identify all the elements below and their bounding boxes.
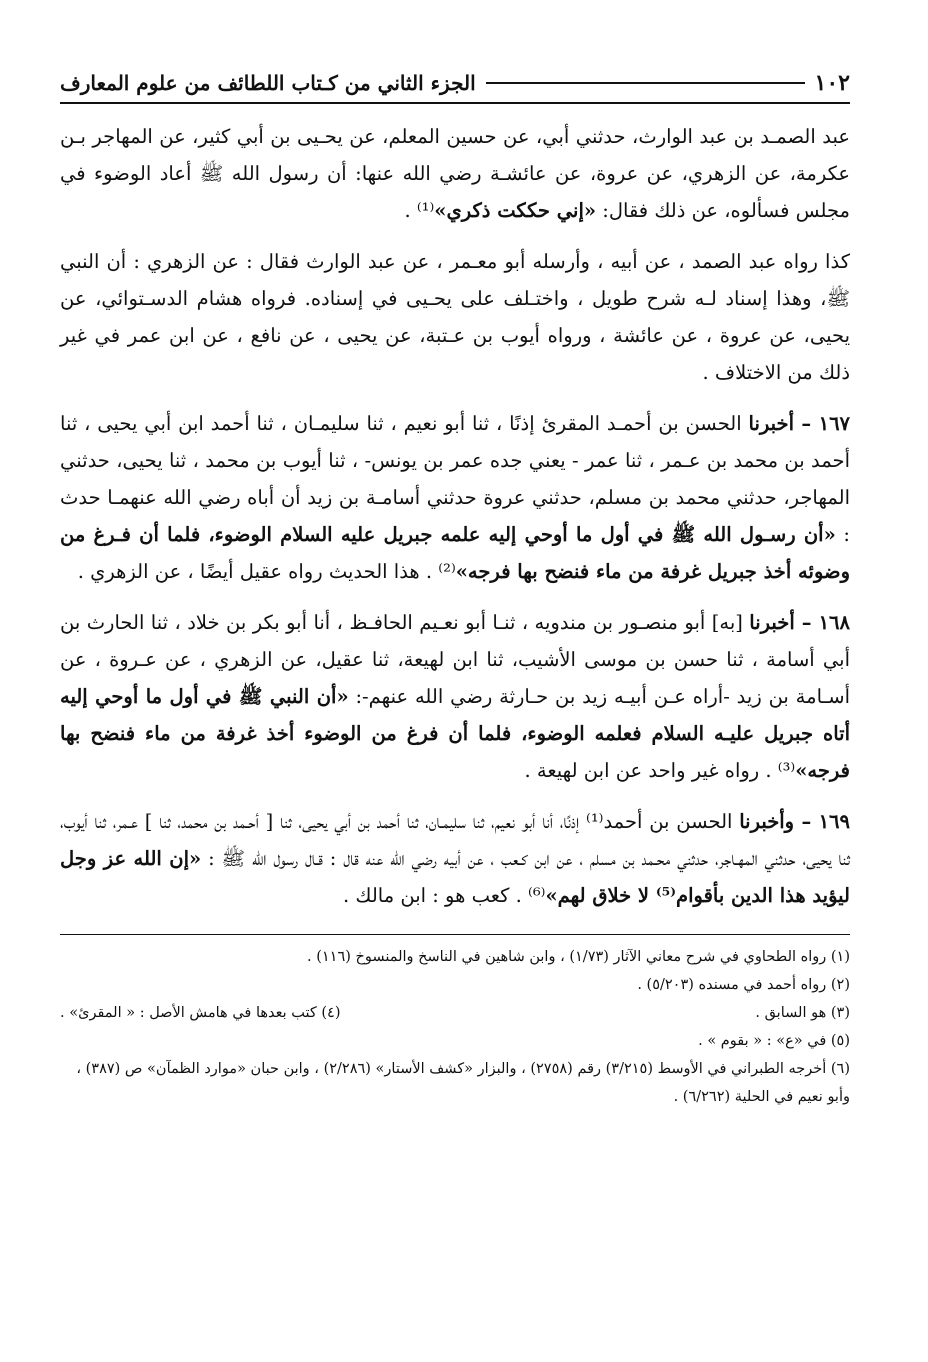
hadith-quote: «أن رسـول الله ﷺ في أول ما أوحي إليه علمه جبريل عليه السلام الوضوء، فلما أن فـرغ من وضوئه أخذ جبريل غرفة من ماء فنضح بها فرجه» bbox=[60, 523, 850, 583]
paragraph-1 bbox=[60, 118, 850, 229]
running-title: الجزء الثاني من كـتاب اللطائف من علوم المعارف bbox=[60, 71, 476, 95]
footnote-row bbox=[60, 999, 850, 1027]
footnote-5: (٥) في «ع» : « بقوم » . bbox=[698, 1033, 850, 1049]
hadith-quote: «إني حككت ذكري» bbox=[434, 199, 597, 222]
text: ⁽⁶⁾ . كعب هو : ابن مالك . bbox=[343, 884, 546, 907]
page bbox=[60, 70, 850, 1111]
paragraph-2: كذا رواه عبد الصمد ، عن أبيه ، وأرسله أبو معـمر ، عن عبد الوارث فقال : عن الزهري : أن النبي ﷺ، وهذا إسناد لـه شرح طويل ، واختـلف على يحـيى في إسناده. فرواه هشام الدسـتوائي، عن يحيى، عن عروة ، عن عائشة ، ورواه أيوب بن عـتبة، عن يحيى ، عن نافع ، عن ابن عمر في غير ذلك من الاختلاف . bbox=[60, 250, 850, 384]
footnote-1: (١) رواه الطحاوي في شرح معاني الآثار (١/٧٣) ، وابن شاهين في الناسخ والمنسوخ (١١٦) . bbox=[307, 949, 850, 965]
text: [به] أبو منصـور بن مندويه ، ثنـا أبو نعـيم الحافـظ ، أنا أبو بكر بن خلاد ، ثنا الحارث بن أبي أسامة ، ثنا حسن بن موسى الأشيب، ثنا ابن لهيعة، ثنا عقيل، عن الزهري ، عن عـروة ، عن أسـامة بن زيد -أراه عـن أبيـه زيد بن حـارثة رضي الله عنهم-: bbox=[60, 611, 850, 708]
footnote-6: (٦) أخرجه الطبراني في الأوسط (٣/٢١٥) رقم (٢٧٥٨) ، والبزار «كشف الأستار» (٢/٢٨٦) ، وابن حبان «موارد الظمآن» ص (٣٨٧) ، وأبو نعيم في الحلية (٦/٢٦٢) . bbox=[76, 1061, 850, 1105]
hadith-number: ١٦٨ – أخبرنا bbox=[749, 611, 850, 634]
text: عبد الصمـد بن عبد الوارث، حدثني أبي، عن حسين المعلم، عن يحـيى بن أبي كثير، عن المهاجر بـن عكرمة، عن الزهري، عن عروة، عن عائشـة رضي الله عنها: أن رسول الله ﷺ أعاد الوضوء في مجلس فسألوه، عن ذلك فقال: bbox=[60, 125, 850, 222]
text: الحسن بن أحمد⁽¹⁾ إذنًا، أنا أبو نعيم، ثنا سليمـان، ثنا أحمد بن أبي يحيى، ثنا [ أحـمد بن محمد، ثنا ] عـمر، ثنا أيوب، ثنا يحيى، حدثني المهـاجر، حدثني محـمد بن مسلم ، عن ابن كـعب ، عن أبيه رضي الله عنه قال : قـال رسول الله ﷺ : bbox=[60, 810, 851, 870]
footnote-4: (٤) كتب بعدها في هامش الأصل : « المقرئ» . bbox=[60, 1005, 341, 1021]
page-number: ١٠٢ bbox=[814, 70, 850, 96]
hadith-number: ١٦٩ – وأخبرنا bbox=[739, 810, 850, 833]
paragraph-3 bbox=[60, 405, 850, 590]
hadith-quote: «إن الله عز وجل ليؤيد هذا الدين بأقوام⁽⁵⁾ لا خلاق لهم» bbox=[60, 847, 850, 907]
text: ⁽¹⁾ . bbox=[404, 199, 435, 222]
text: ⁽³⁾ . رواه غير واحد عن ابن لهيعة . bbox=[524, 759, 796, 782]
footnote-separator bbox=[60, 934, 850, 935]
hadith-number: ١٦٧ – أخبرنا bbox=[748, 412, 851, 435]
main-text bbox=[60, 118, 850, 914]
footnote-2: (٢) رواه أحمد في مسنده (٥/٢٠٣) . bbox=[637, 977, 850, 993]
footnote-3: (٣) هو السابق . bbox=[755, 1005, 850, 1021]
paragraph-4 bbox=[60, 604, 850, 789]
page-header bbox=[60, 70, 850, 104]
paragraph-5 bbox=[60, 803, 850, 914]
text: ⁽²⁾ . هذا الحديث رواه عقيل أيضًا ، عن الزهري . bbox=[77, 560, 456, 583]
hadith-quote: «أن النبي ﷺ في أول ما أوحي إليه أتاه جبريل عليـه السلام فعلمه الوضوء، فلما أن فرغ من الوضوء أخذ غرفة من ماء فنضح بها فرجه» bbox=[60, 685, 850, 782]
text: الحسن بن أحمـد المقرئ إذنًا ، ثنا أبو نعيم ، ثنا سليمـان ، ثنا أحمد ابن أبي يحيى ، ثنا أحمد بن محمد بن عـمر ، ثنا عمر - يعني جده عمر بن يونس- ، ثنا أيوب بن محمد ، ثنا يحيى، حدثني المهاجر، حدثني محمد بن مسلم، حدثني عروة حدثني أسامـة بن زيد أن أباه رضي الله عنهمـا حدث : bbox=[60, 412, 850, 546]
footnotes bbox=[60, 943, 850, 1111]
header-rule bbox=[486, 82, 805, 84]
